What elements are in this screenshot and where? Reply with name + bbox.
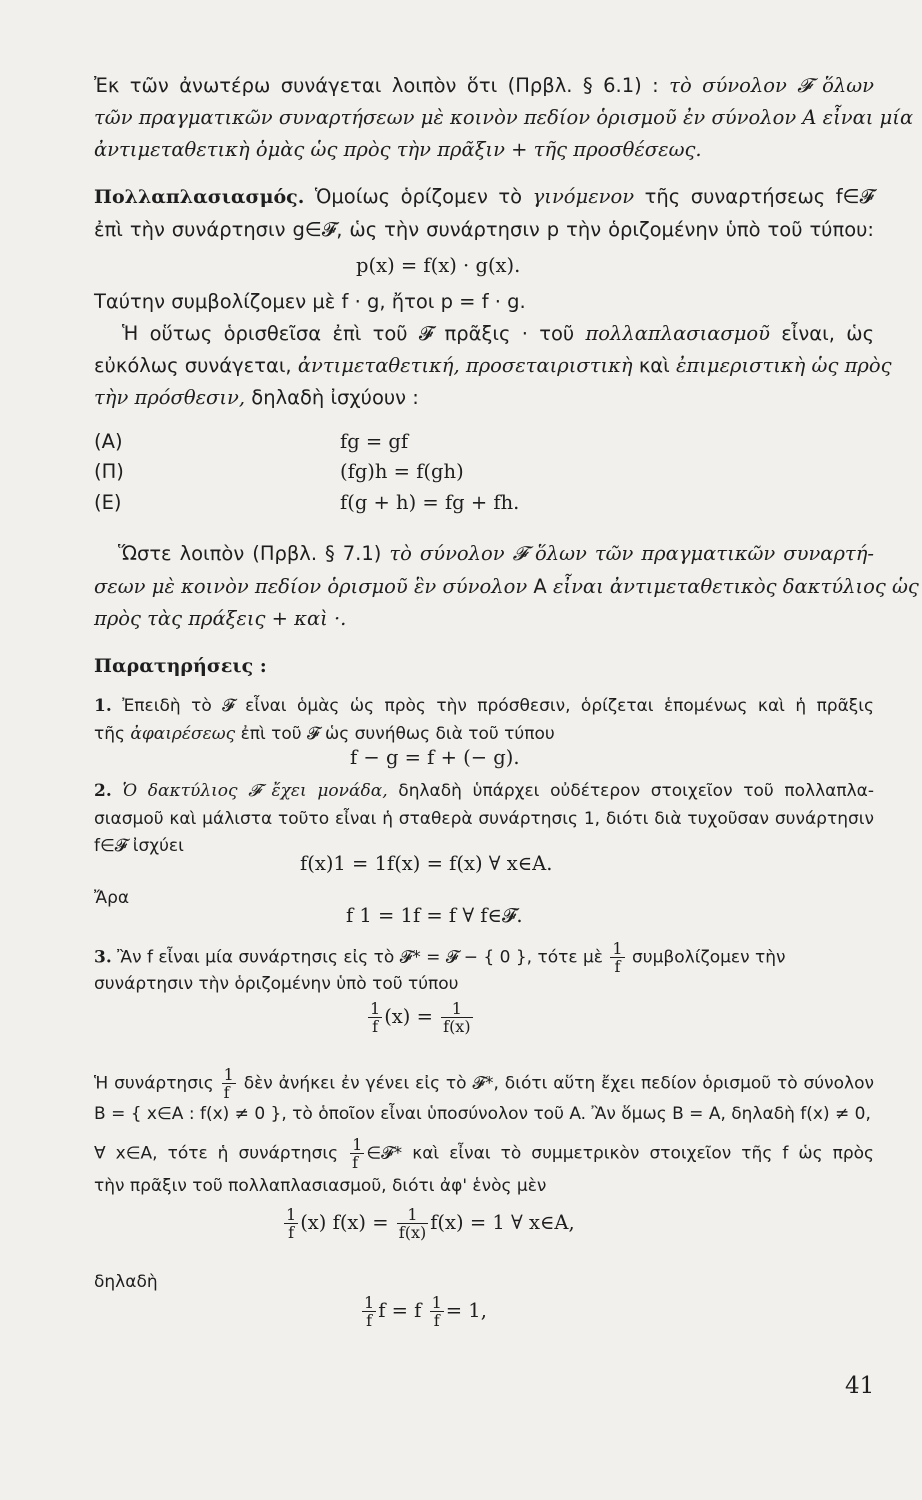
remark-3-line-6: τὴν πρᾶξιν τοῦ πολλαπλασιασμοῦ, διότι ἀφ' ἑνὸς μὲν <box>94 1176 547 1196</box>
subtraction-formula: f − g = f + (− g). <box>350 746 520 769</box>
law-label-commutative: (A) <box>94 430 123 453</box>
law-label-distributive: (E) <box>94 491 122 514</box>
remark-1-line-1: 1. Ἐπειδὴ τὸ 𝓕 εἶναι ὁμὰς ὡς πρὸς τὴν πρόσθεσιν, ὁρίζεται ἑπομένως καὶ ἡ πρᾶξις <box>94 696 875 716</box>
remark-3-dilade: δηλαδὴ <box>94 1272 158 1292</box>
multiplication-line-2: ἐπὶ τὴν συνάρτησιν g∈𝓕, ὡς τὴν συνάρτησιν p τὴν ὁριζομένην ὑπὸ τοῦ τύπου: <box>94 218 874 241</box>
remark-3-line-5: ∀ x∈A, τότε ἡ συνάρτησις $\frac{1}{f}$ ∈𝓕* καὶ εἶναι τὸ συμμετρικὸν στοιχεῖον τῆς f ὡς πρὸς <box>94 1135 874 1172</box>
remarks-heading: Παρατηρήσεις : <box>94 655 267 677</box>
multiplication-line-4: Ἡ οὕτως ὁρισθεῖσα ἐπὶ τοῦ 𝓕 πρᾶξις · τοῦ πολλαπλασιασμοῦ εἶναι, ὡς <box>122 322 875 345</box>
law-formula-associative: (fg)h = f(gh) <box>340 460 464 483</box>
remark-2-ara: Ἄρα <box>94 888 130 908</box>
multiplication-line-1: Πολλαπλασιασμός. Ὁμοίως ὁρίζομεν τὸ γινόμενον τῆς συναρτήσεως f∈𝓕 <box>94 185 875 208</box>
fraction-one-over-f: $\frac{1}{f}$ <box>612 939 623 976</box>
page-number: 41 <box>845 1373 875 1399</box>
remark-3-line-1: 3. Ἂν f εἶναι μία συνάρτησις εἰς τὸ 𝓕* = 𝓕 − { 0 }, τότε μὲ $\frac{1}{f}$ συμβολίζομεν τὴν <box>94 939 786 976</box>
multiplication-line-3: Ταύτην συμβολίζομεν μὲ f · g, ἤτοι p = f · g. <box>94 290 526 313</box>
remark-2-line-1: 2. Ὁ δακτύλιος 𝓕 ἔχει μονάδα, δηλαδὴ ὑπάρχει οὐδέτερον στοιχεῖον τοῦ πολλαπλα- <box>94 781 875 801</box>
unit-formula-1: f(x)1 = 1f(x) = f(x) ∀ x∈A. <box>300 852 553 875</box>
remark-3-line-4: B = { x∈A : f(x) ≠ 0 }, τὸ ὁποῖον εἶναι ὑποσύνολον τοῦ A. Ἂν ὅμως B = A, δηλαδὴ f(x) ≠ 0, <box>94 1104 871 1124</box>
reciprocal-formula: $\frac{1}{f}$ (x) = $\frac{1}{f(x)}$ <box>370 999 471 1036</box>
remark-1-line-2: τῆς ἀφαιρέσεως ἐπὶ τοῦ 𝓕 ὡς συνήθως διὰ τοῦ τύπου <box>94 724 555 744</box>
law-formula-distributive: f(g + h) = fg + fh. <box>340 491 520 514</box>
section-heading: Πολλαπλασιασμός. <box>94 186 305 208</box>
intro-line-3: ἀντιμεταθετικὴ ὁμὰς ὡς πρὸς τὴν πρᾶξιν + τῆς προσθέσεως. <box>94 138 702 161</box>
remark-2-line-2: σιασμοῦ καὶ μάλιστα τοῦτο εἶναι ἡ σταθερὰ συνάρτησις 1, διότι διὰ τυχοῦσαν συνάρτησιν <box>94 809 874 829</box>
multiplication-line-5: εὐκόλως συνάγεται, ἀντιμεταθετική, προσεταιριστικὴ καὶ ἐπιμεριστικὴ ὡς πρὸς <box>94 354 892 377</box>
remark-2-line-3: f∈𝓕 ἰσχύει <box>94 836 184 856</box>
remark-3-line-2: συνάρτησιν τὴν ὁριζομένην ὑπὸ τοῦ τύπου <box>94 974 459 994</box>
remark-3-line-3: Ἡ συνάρτησις $\frac{1}{f}$ δὲν ἀνήκει ἐν γένει εἰς τὸ 𝓕*, διότι αὕτη ἔχει πεδίον ὁρισμοῦ τὸ σύνολον <box>94 1065 874 1102</box>
inverse-formula: $\frac{1}{f}$ (x) f(x) = $\frac{1}{f(x)}$ f(x) = 1 ∀ x∈A, <box>286 1205 575 1242</box>
conclusion-line-2: σεων μὲ κοινὸν πεδίον ὁρισμοῦ ἓν σύνολον A εἶναι ἀντιμεταθετικὸς δακτύλιος ὡς <box>94 575 919 598</box>
law-formula-commutative: fg = gf <box>340 430 409 453</box>
unit-formula-2: f 1 = 1f = f ∀ f∈𝓕. <box>346 904 523 927</box>
inverse-formula-2: $\frac{1}{f}$ f = f $\frac{1}{f}$ = 1, <box>364 1293 487 1330</box>
conclusion-line-3: πρὸς τὰς πράξεις + καὶ ·. <box>94 607 347 630</box>
law-label-associative: (Π) <box>94 460 124 483</box>
conclusion-line-1: Ὥστε λοιπὸν (Πρβλ. § 7.1) τὸ σύνολον 𝓕 ὅλων τῶν πραγματικῶν συναρτή- <box>118 542 874 565</box>
product-formula: p(x) = f(x) · g(x). <box>356 254 521 277</box>
intro-line-1: Ἐκ τῶν ἀνωτέρω συνάγεται λοιπὸν ὅτι (Πρβλ. § 6.1) : τὸ σύνολον 𝓕 ὅλων <box>94 74 874 97</box>
multiplication-line-6: τὴν πρόσθεσιν, δηλαδὴ ἰσχύουν : <box>94 386 419 409</box>
intro-line-2: τῶν πραγματικῶν συναρτήσεων μὲ κοινὸν πεδίον ὁρισμοῦ ἐν σύνολον A εἶναι μία <box>94 106 914 129</box>
